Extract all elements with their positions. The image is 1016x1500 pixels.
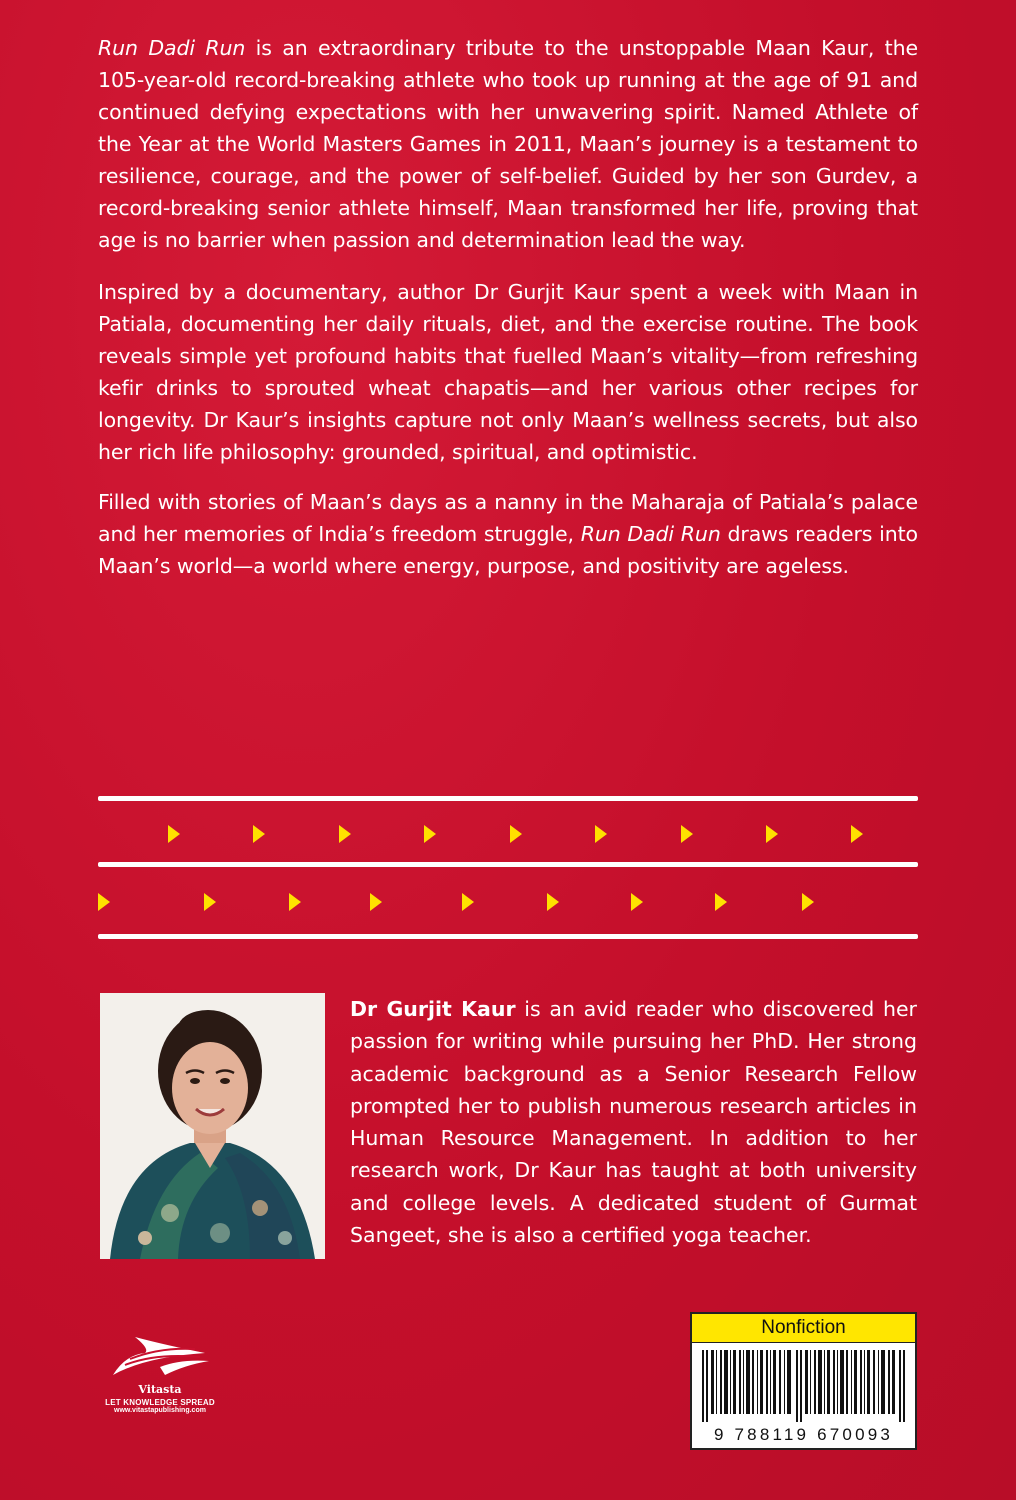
arrow-right-icon <box>289 893 301 911</box>
book-title: Run Dadi Run <box>98 36 246 60</box>
publisher-url: www.vitastapublishing.com <box>114 1407 206 1414</box>
arrow-right-icon <box>851 825 863 843</box>
blurb <box>98 32 918 600</box>
blurb-paragraph-3 <box>98 486 918 582</box>
blurb-text-3a: Filled with stories of Maan’s days as a nanny in the Maharaja of Patiala’s palace and her memories of India’s freedom struggle, <box>98 490 918 546</box>
arrow-right-icon <box>681 825 693 843</box>
author-photo <box>100 993 325 1259</box>
book-title: Run Dadi Run <box>580 522 721 546</box>
arrow-right-icon <box>802 893 814 911</box>
arrow-right-icon <box>98 893 110 911</box>
barcode-bars <box>700 1350 908 1422</box>
arrow-right-icon <box>339 825 351 843</box>
book-wing-icon <box>105 1335 215 1377</box>
arrow-right-icon <box>204 893 216 911</box>
publisher-tagline: LET KNOWLEDGE SPREAD <box>105 1398 215 1407</box>
publisher-name: Vitasta <box>138 1383 182 1396</box>
author-name: Dr Gurjit Kaur <box>350 997 516 1021</box>
arrow-right-icon <box>547 893 559 911</box>
genre-label: Nonfiction <box>692 1314 915 1343</box>
arrow-right-icon <box>715 893 727 911</box>
arrow-right-icon <box>595 825 607 843</box>
arrow-right-icon <box>168 825 180 843</box>
arrow-right-icon <box>462 893 474 911</box>
blurb-text-2: Inspired by a documentary, author Dr Gurjit Kaur spent a week with Maan in Patiala, documenting her daily rituals, diet, and the exercise routine. The book reveals simple yet profound habits that fuelled Maan’s vitality—from refreshing kefir drinks to sprouted wheat chapatis—and her various other recipes for longevity. Dr Kaur’s insights capture not only Maan’s wellness secrets, but also her rich life philosophy: grounded, spiritual, and optimistic. <box>98 280 918 464</box>
track-line-top <box>98 796 918 801</box>
blurb-paragraph-2 <box>98 276 918 468</box>
author-bio <box>350 993 917 1251</box>
track-line-bottom <box>98 934 918 939</box>
arrow-right-icon <box>510 825 522 843</box>
blurb-paragraph-1 <box>98 32 918 256</box>
barcode-box <box>690 1312 917 1450</box>
arrow-right-icon <box>424 825 436 843</box>
arrow-right-icon <box>253 825 265 843</box>
author-bio-text: is an avid reader who discovered her passion for writing while pursuing her PhD. Her strong academic background as a Senior Research Fellow prompted her to publish numerous research articles in Human Resource Management. In addition to her research work, Dr Kaur has taught at both university and college levels. A dedicated student of Gurmat Sangeet, she is also a certified yoga teacher. <box>350 997 917 1248</box>
isbn-number: 9 788119 670093 <box>713 1425 894 1444</box>
arrow-right-icon <box>766 825 778 843</box>
blurb-text-1: is an extraordinary tribute to the unstoppable Maan Kaur, the 105-year-old record-breaking athlete who took up running at the age of 91 and continued defying expectations with her unwavering spirit. Named Athlete of the Year at the World Masters Games in 2011, Maan’s journey is a testament to resilience, courage, and the power of self-belief. Guided by her son Gurdev, a record-breaking senior athlete himself, Maan transformed her life, proving that age is no barrier when passion and determination lead the way. <box>98 36 918 252</box>
blurb-text-3b: draws readers into Maan’s world—a world where energy, purpose, and positivity are ageless. <box>98 522 918 578</box>
arrow-right-icon <box>370 893 382 911</box>
arrow-right-icon <box>631 893 643 911</box>
publisher-logo <box>100 1335 220 1414</box>
track-line-middle <box>98 862 918 867</box>
